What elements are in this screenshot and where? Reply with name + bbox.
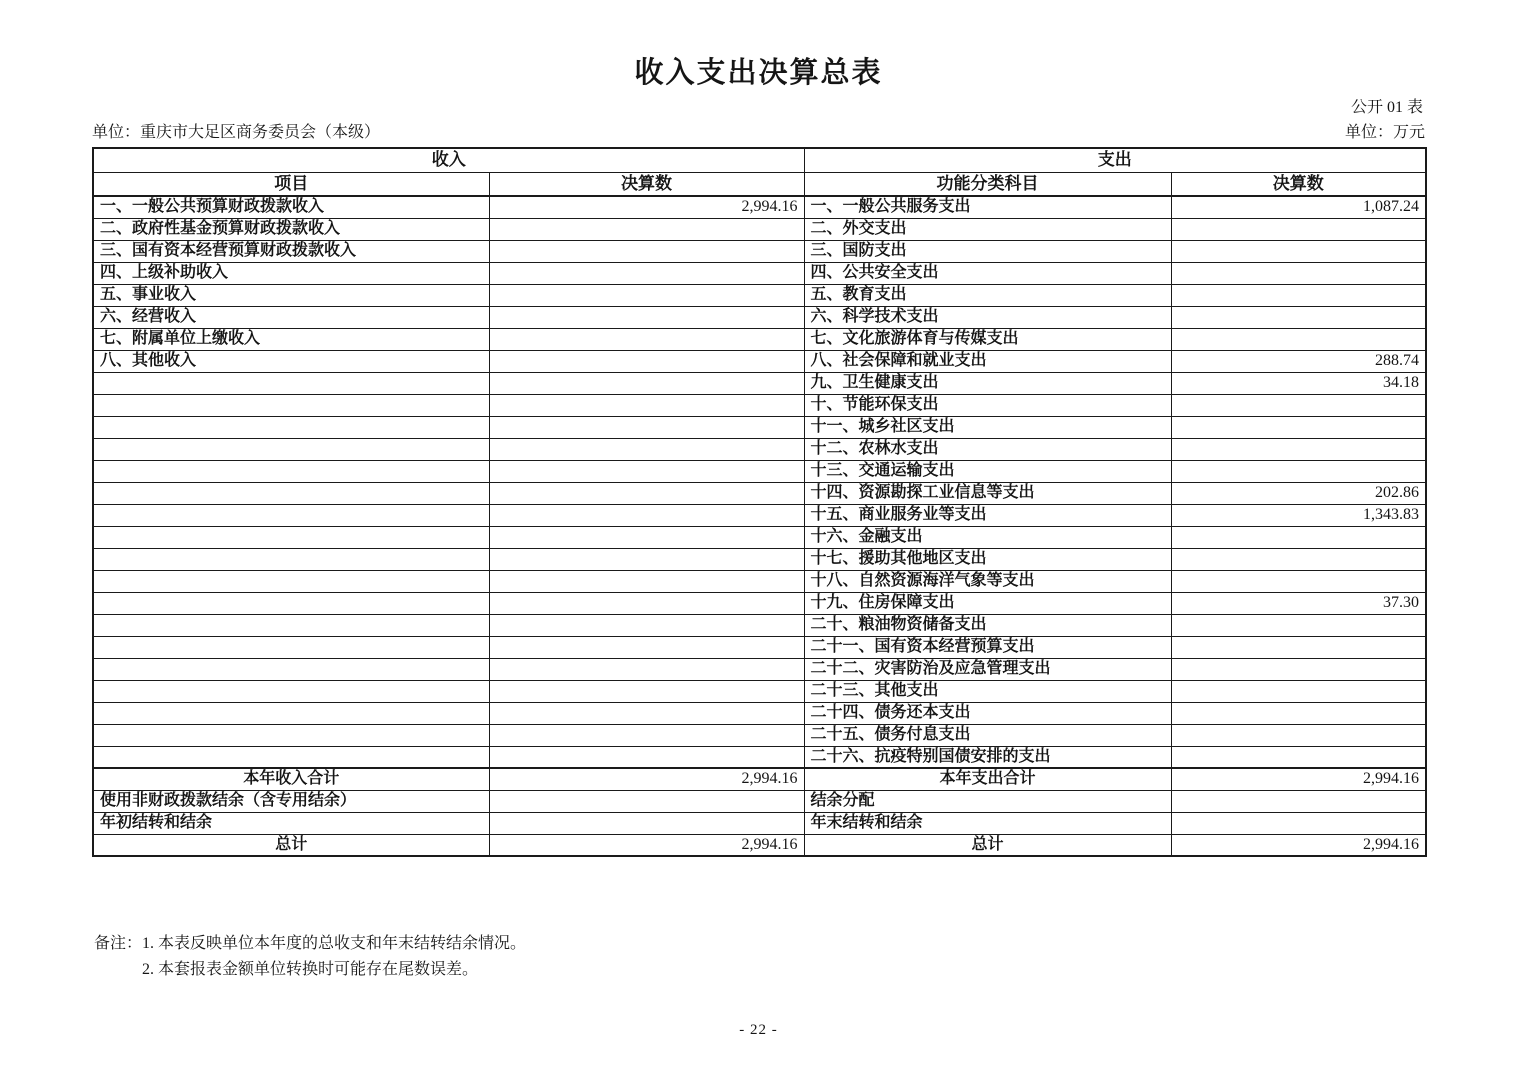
summary-expense-item-cell: 年末结转和结余 [804, 812, 1171, 834]
form-code-label: 公开 01 表 [1350, 99, 1423, 116]
income-value-cell [489, 438, 804, 460]
summary-row [93, 834, 1426, 856]
income-value-cell [489, 240, 804, 262]
expense-section-header: 支出 [804, 148, 1426, 172]
income-value-cell [489, 350, 804, 372]
income-value-cell [489, 548, 804, 570]
note-lines [142, 931, 526, 984]
expense-value-cell [1171, 636, 1426, 658]
income-item-column-header: 项目 [93, 172, 489, 196]
expense-item-column-header: 功能分类科目 [804, 172, 1171, 196]
income-value-cell [489, 328, 804, 350]
income-section-header: 收入 [93, 148, 804, 172]
expense-item-cell: 二十四、债务还本支出 [804, 702, 1171, 724]
table-row [93, 262, 1426, 284]
income-item-cell [93, 482, 489, 504]
expense-item-cell: 二十五、债务付息支出 [804, 724, 1171, 746]
summary-income-item-cell: 年初结转和结余 [93, 812, 489, 834]
expense-item-cell: 十九、住房保障支出 [804, 592, 1171, 614]
summary-expense-value-cell: 2,994.16 [1171, 768, 1426, 790]
expense-value-cell [1171, 570, 1426, 592]
table-row [93, 218, 1426, 240]
expense-value-cell [1171, 394, 1426, 416]
expense-value-cell [1171, 614, 1426, 636]
table-row [93, 636, 1426, 658]
expense-item-cell: 十一、城乡社区支出 [804, 416, 1171, 438]
table-row [93, 746, 1426, 768]
column-header-row [93, 172, 1426, 196]
expense-item-cell: 十、节能环保支出 [804, 394, 1171, 416]
expense-item-cell: 二十六、抗疫特别国债安排的支出 [804, 746, 1171, 768]
income-item-cell [93, 658, 489, 680]
table-row [93, 702, 1426, 724]
table-row [93, 548, 1426, 570]
income-value-cell [489, 570, 804, 592]
table-row [93, 482, 1426, 504]
income-item-cell [93, 746, 489, 768]
income-value-cell [489, 702, 804, 724]
income-item-cell [93, 526, 489, 548]
summary-expense-value-cell: 2,994.16 [1171, 834, 1426, 856]
summary-row [93, 768, 1426, 790]
income-value-cell [489, 526, 804, 548]
expense-item-cell: 四、公共安全支出 [804, 262, 1171, 284]
income-value-cell [489, 658, 804, 680]
income-value-cell [489, 460, 804, 482]
expense-item-cell: 十八、自然资源海洋气象等支出 [804, 570, 1171, 592]
income-item-cell [93, 438, 489, 460]
expense-item-cell: 一、一般公共服务支出 [804, 196, 1171, 218]
table-row [93, 680, 1426, 702]
expense-value-cell [1171, 262, 1426, 284]
income-item-cell [93, 394, 489, 416]
income-item-cell: 一、一般公共预算财政拨款收入 [93, 196, 489, 218]
expense-item-cell: 八、社会保障和就业支出 [804, 350, 1171, 372]
summary-expense-item-cell: 结余分配 [804, 790, 1171, 812]
income-item-cell [93, 702, 489, 724]
expense-item-cell: 九、卫生健康支出 [804, 372, 1171, 394]
income-value-cell [489, 306, 804, 328]
income-value-cell [489, 262, 804, 284]
expense-value-cell [1171, 284, 1426, 306]
table-row [93, 196, 1426, 218]
summary-row [93, 812, 1426, 834]
expense-value-cell: 1,087.24 [1171, 196, 1426, 218]
table-row [93, 570, 1426, 592]
expense-item-cell: 二十一、国有资本经营预算支出 [804, 636, 1171, 658]
table-body [93, 148, 1426, 856]
summary-row [93, 790, 1426, 812]
expense-value-cell [1171, 526, 1426, 548]
expense-item-cell: 十七、援助其他地区支出 [804, 548, 1171, 570]
expense-value-cell [1171, 548, 1426, 570]
summary-income-item-cell: 使用非财政拨款结余（含专用结余） [93, 790, 489, 812]
note-line-1: 1. 本表反映单位本年度的总收支和年末结转结余情况。 [142, 935, 527, 952]
table-row [93, 372, 1426, 394]
income-value-cell: 2,994.16 [489, 196, 804, 218]
summary-income-value-cell: 2,994.16 [489, 768, 804, 790]
expense-value-cell [1171, 306, 1426, 328]
income-value-cell [489, 372, 804, 394]
expense-item-cell: 二十二、灾害防治及应急管理支出 [804, 658, 1171, 680]
income-item-cell [93, 570, 489, 592]
table-row [93, 724, 1426, 746]
table-row [93, 526, 1426, 548]
unit-row [92, 119, 1425, 142]
income-value-cell [489, 746, 804, 768]
summary-income-value-cell [489, 790, 804, 812]
expense-value-cell [1171, 702, 1426, 724]
document-content [92, 0, 1425, 1069]
expense-item-cell: 十五、商业服务业等支出 [804, 504, 1171, 526]
income-value-cell [489, 284, 804, 306]
expense-item-cell: 二十三、其他支出 [804, 680, 1171, 702]
summary-expense-item-cell: 本年支出合计 [804, 768, 1171, 790]
unit-name-label: 单位：重庆市大足区商务委员会（本级） [92, 124, 381, 141]
table-row [93, 328, 1426, 350]
expense-item-cell: 五、教育支出 [804, 284, 1171, 306]
income-value-cell [489, 724, 804, 746]
expense-value-cell [1171, 746, 1426, 768]
income-item-cell [93, 504, 489, 526]
income-value-cell [489, 592, 804, 614]
income-item-cell: 四、上级补助收入 [93, 262, 489, 284]
income-value-cell [489, 218, 804, 240]
expense-value-cell: 37.30 [1171, 592, 1426, 614]
notes-label: 备注： [94, 935, 143, 952]
table-row [93, 240, 1426, 262]
income-item-cell [93, 614, 489, 636]
expense-value-column-header: 决算数 [1171, 172, 1426, 196]
expense-item-cell: 十六、金融支出 [804, 526, 1171, 548]
income-item-cell [93, 680, 489, 702]
income-item-cell [93, 548, 489, 570]
expense-value-cell [1171, 460, 1426, 482]
summary-expense-value-cell [1171, 812, 1426, 834]
expense-value-cell [1171, 240, 1426, 262]
income-value-cell [489, 482, 804, 504]
income-value-cell [489, 416, 804, 438]
page-title: 收入支出决算总表 [634, 57, 883, 89]
expense-value-cell [1171, 218, 1426, 240]
table-row [93, 592, 1426, 614]
expense-value-cell: 34.18 [1171, 372, 1426, 394]
table-row [93, 284, 1426, 306]
expense-value-cell [1171, 416, 1426, 438]
section-header-row [93, 148, 1426, 172]
expense-item-cell: 七、文化旅游体育与传媒支出 [804, 328, 1171, 350]
table-row [93, 460, 1426, 482]
income-value-column-header: 决算数 [489, 172, 804, 196]
expense-item-cell: 三、国防支出 [804, 240, 1171, 262]
expense-value-cell [1171, 438, 1426, 460]
table-row [93, 614, 1426, 636]
table-row [93, 306, 1426, 328]
income-value-cell [489, 394, 804, 416]
table-row [93, 438, 1426, 460]
income-item-cell: 二、政府性基金预算财政拨款收入 [93, 218, 489, 240]
summary-income-value-cell: 2,994.16 [489, 834, 804, 856]
table-row [93, 350, 1426, 372]
income-item-cell [93, 592, 489, 614]
expense-item-cell: 十三、交通运输支出 [804, 460, 1171, 482]
table-row [93, 416, 1426, 438]
page-number: - 22 - [739, 1022, 778, 1038]
expense-value-cell: 288.74 [1171, 350, 1426, 372]
income-value-cell [489, 504, 804, 526]
income-item-cell [93, 416, 489, 438]
budget-table [92, 147, 1427, 857]
summary-income-value-cell [489, 812, 804, 834]
income-item-cell: 五、事业收入 [93, 284, 489, 306]
expense-item-cell: 十四、资源勘探工业信息等支出 [804, 482, 1171, 504]
income-item-cell: 八、其他收入 [93, 350, 489, 372]
table-row [93, 394, 1426, 416]
income-item-cell: 三、国有资本经营预算财政拨款收入 [93, 240, 489, 262]
income-value-cell [489, 680, 804, 702]
income-item-cell: 七、附属单位上缴收入 [93, 328, 489, 350]
income-item-cell: 六、经营收入 [93, 306, 489, 328]
expense-value-cell [1171, 658, 1426, 680]
summary-expense-value-cell [1171, 790, 1426, 812]
summary-income-item-cell: 本年收入合计 [93, 768, 489, 790]
income-item-cell [93, 724, 489, 746]
expense-value-cell [1171, 680, 1426, 702]
income-item-cell [93, 636, 489, 658]
income-item-cell [93, 460, 489, 482]
expense-item-cell: 六、科学技术支出 [804, 306, 1171, 328]
income-item-cell [93, 372, 489, 394]
expense-item-cell: 二、外交支出 [804, 218, 1171, 240]
note-line-2: 2. 本套报表金额单位转换时可能存在尾数误差。 [142, 961, 479, 979]
unit-currency-label: 单位：万元 [1344, 124, 1425, 141]
income-value-cell [489, 614, 804, 636]
expense-value-cell [1171, 328, 1426, 350]
summary-expense-item-cell: 总计 [804, 834, 1171, 856]
table-row [93, 658, 1426, 680]
expense-item-cell: 十二、农林水支出 [804, 438, 1171, 460]
summary-income-item-cell: 总计 [93, 834, 489, 856]
expense-item-cell: 二十、粮油物资储备支出 [804, 614, 1171, 636]
table-row [93, 504, 1426, 526]
notes-block [94, 931, 526, 984]
income-value-cell [489, 636, 804, 658]
expense-value-cell [1171, 724, 1426, 746]
expense-value-cell: 1,343.83 [1171, 504, 1426, 526]
expense-value-cell: 202.86 [1171, 482, 1426, 504]
